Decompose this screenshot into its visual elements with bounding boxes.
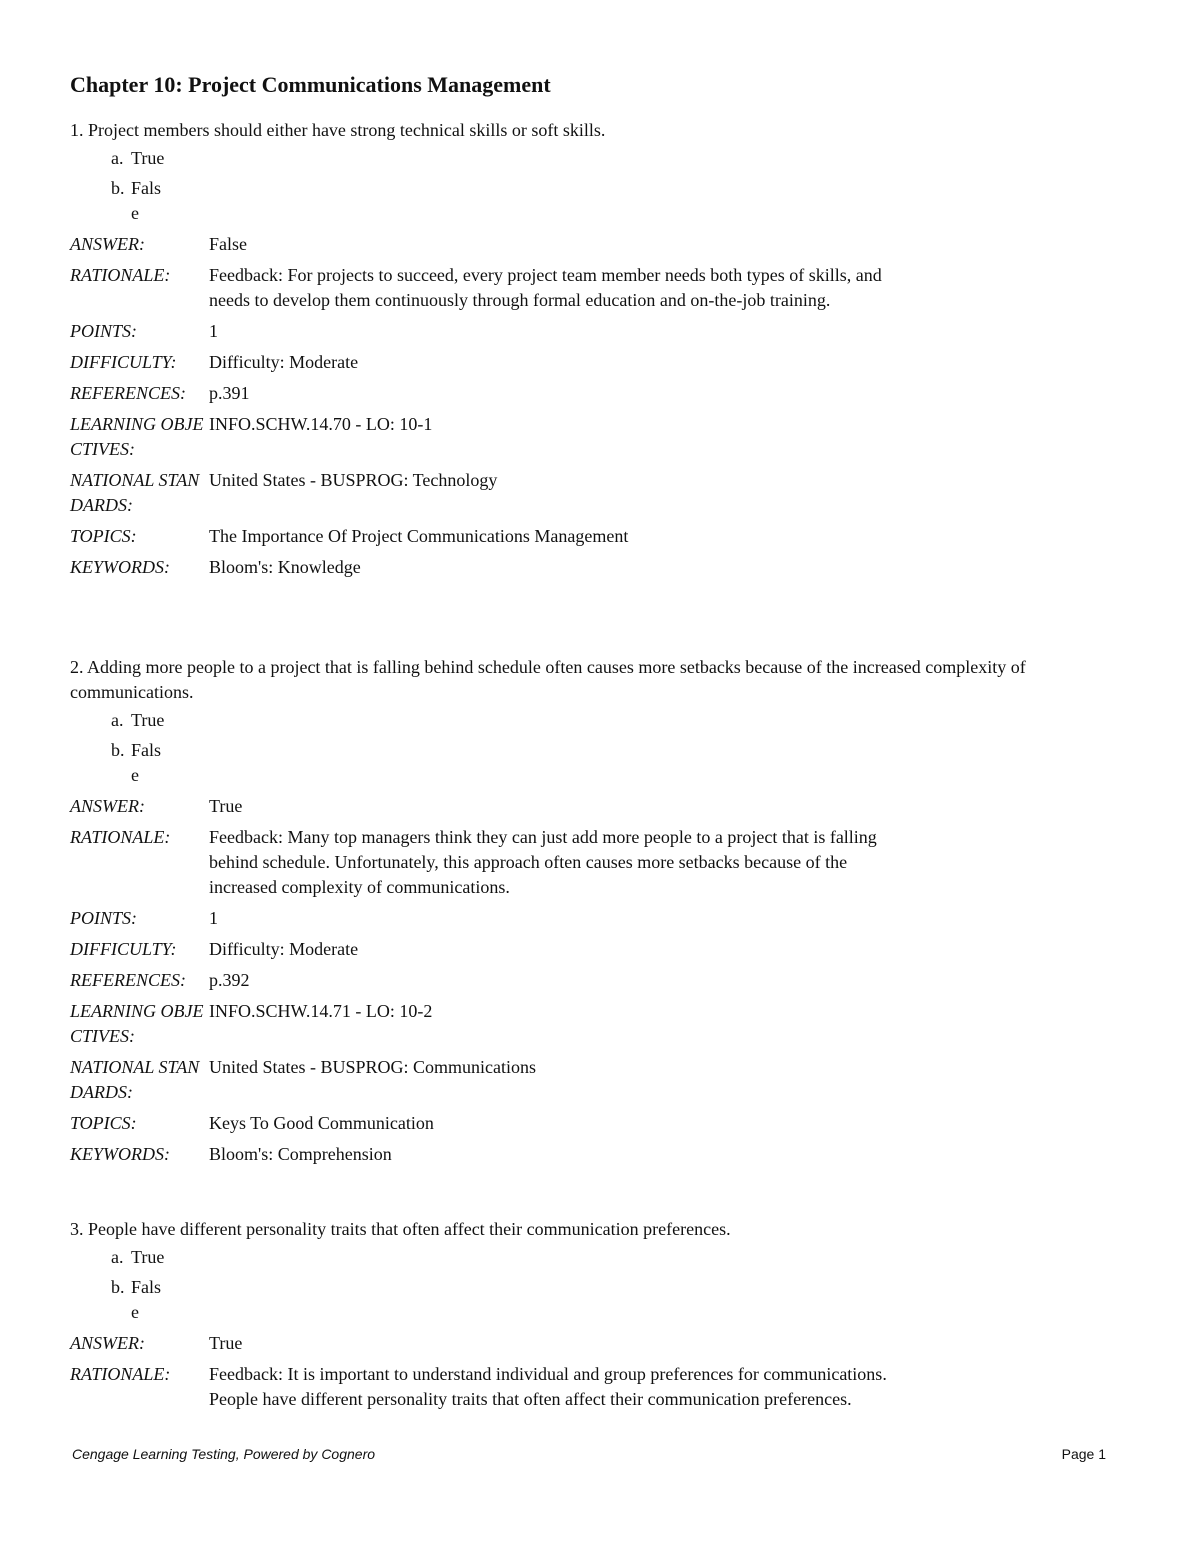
answer-row [70, 1331, 1130, 1356]
references-value: p.392 [209, 970, 250, 990]
rationale-label: RATIONALE: [70, 265, 171, 285]
answer-label: ANSWER: [70, 796, 145, 816]
answer-row [70, 232, 1130, 257]
option-letter: b. [111, 178, 125, 198]
difficulty-label: DIFFICULTY: [70, 352, 177, 372]
topics-row [70, 1111, 1130, 1136]
keywords-label: KEYWORDS: [70, 557, 170, 577]
option-text: False [131, 740, 162, 785]
keywords-value: Bloom's: Comprehension [209, 1144, 392, 1164]
keywords-value: Bloom's: Knowledge [209, 557, 361, 577]
answer-options [111, 708, 1130, 788]
rationale-label: RATIONALE: [70, 827, 171, 847]
answer-options [111, 1245, 1130, 1325]
question-2 [70, 655, 1130, 1167]
national-standards-value: United States - BUSPROG: Communications [209, 1057, 537, 1077]
references-label: REFERENCES: [70, 383, 186, 403]
learning-objectives-row [70, 412, 1130, 462]
learning-objectives-row [70, 999, 1130, 1049]
difficulty-label: DIFFICULTY: [70, 939, 177, 959]
option-text: True [131, 1247, 165, 1267]
rationale-value: Feedback: It is important to understand individual and group preferences for communications. People have different personality traits that often affect their communication preferences. [209, 1364, 887, 1409]
option-text: True [131, 710, 165, 730]
answer-value: False [209, 234, 247, 254]
option-text: False [131, 178, 162, 223]
rationale-row [70, 263, 1130, 313]
rationale-value: Feedback: For projects to succeed, every project team member needs both types of skills, and needs to develop them continuously through formal education and on-the-job training. [209, 265, 882, 310]
page-footer [72, 1446, 1106, 1462]
difficulty-value: Difficulty: Moderate [209, 939, 359, 959]
points-value: 1 [209, 321, 218, 341]
topics-value: The Importance Of Project Communications Management [209, 526, 629, 546]
option-a [111, 1245, 1130, 1270]
option-letter: a. [111, 1247, 124, 1267]
option-text: True [131, 148, 165, 168]
option-a [111, 708, 1130, 733]
difficulty-value: Difficulty: Moderate [209, 352, 359, 372]
references-value: p.391 [209, 383, 250, 403]
answer-row [70, 794, 1130, 819]
page-number: Page 1 [1061, 1446, 1106, 1462]
option-letter: a. [111, 710, 124, 730]
rationale-label: RATIONALE: [70, 1364, 171, 1384]
rationale-row [70, 825, 1130, 900]
footer-publisher: Cengage Learning Testing, Powered by Cognero [72, 1446, 376, 1462]
answer-options [111, 146, 1130, 226]
points-label: POINTS: [70, 321, 137, 341]
national-standards-label: NATIONAL STANDARDS: [70, 470, 200, 515]
difficulty-row [70, 937, 1130, 962]
option-letter: b. [111, 1277, 125, 1297]
points-value: 1 [209, 908, 218, 928]
keywords-row [70, 1142, 1130, 1167]
learning-objectives-value: INFO.SCHW.14.70 - LO: 10-1 [209, 414, 433, 434]
topics-value: Keys To Good Communication [209, 1113, 434, 1133]
keywords-label: KEYWORDS: [70, 1144, 170, 1164]
option-letter: a. [111, 148, 124, 168]
learning-objectives-label: LEARNING OBJECTIVES: [70, 414, 204, 459]
page-title: Chapter 10: Project Communications Management [70, 72, 551, 97]
topics-label: TOPICS: [70, 1113, 137, 1133]
option-a [111, 146, 1130, 171]
question-1 [70, 118, 1130, 580]
answer-label: ANSWER: [70, 1333, 145, 1353]
learning-objectives-label: LEARNING OBJECTIVES: [70, 1001, 204, 1046]
references-row [70, 968, 1130, 993]
difficulty-row [70, 350, 1130, 375]
option-text: False [131, 1277, 162, 1322]
points-label: POINTS: [70, 908, 137, 928]
topics-label: TOPICS: [70, 526, 137, 546]
question-text: 3. People have different personality traits that often affect their communication preferences. [70, 1219, 731, 1239]
option-b [111, 1275, 1130, 1325]
option-b [111, 738, 1130, 788]
answer-label: ANSWER: [70, 234, 145, 254]
rationale-row [70, 1362, 1130, 1412]
points-row [70, 319, 1130, 344]
national-standards-value: United States - BUSPROG: Technology [209, 470, 498, 490]
national-standards-row [70, 1055, 1130, 1105]
option-b [111, 176, 1130, 226]
references-row [70, 381, 1130, 406]
option-letter: b. [111, 740, 125, 760]
learning-objectives-value: INFO.SCHW.14.71 - LO: 10-2 [209, 1001, 433, 1021]
keywords-row [70, 555, 1130, 580]
points-row [70, 906, 1130, 931]
national-standards-label: NATIONAL STANDARDS: [70, 1057, 200, 1102]
national-standards-row [70, 468, 1130, 518]
rationale-value: Feedback: Many top managers think they can just add more people to a project that is falling behind schedule. Unfortunately, this approach often causes more setbacks because of the increased complexity of communications. [209, 827, 877, 897]
question-text: 2. Adding more people to a project that is falling behind schedule often causes more setbacks because of the increased complexity of communications. [70, 657, 1026, 702]
answer-value: True [209, 1333, 243, 1353]
answer-value: True [209, 796, 243, 816]
question-3 [70, 1217, 1130, 1412]
references-label: REFERENCES: [70, 970, 186, 990]
topics-row [70, 524, 1130, 549]
question-text: 1. Project members should either have strong technical skills or soft skills. [70, 120, 606, 140]
